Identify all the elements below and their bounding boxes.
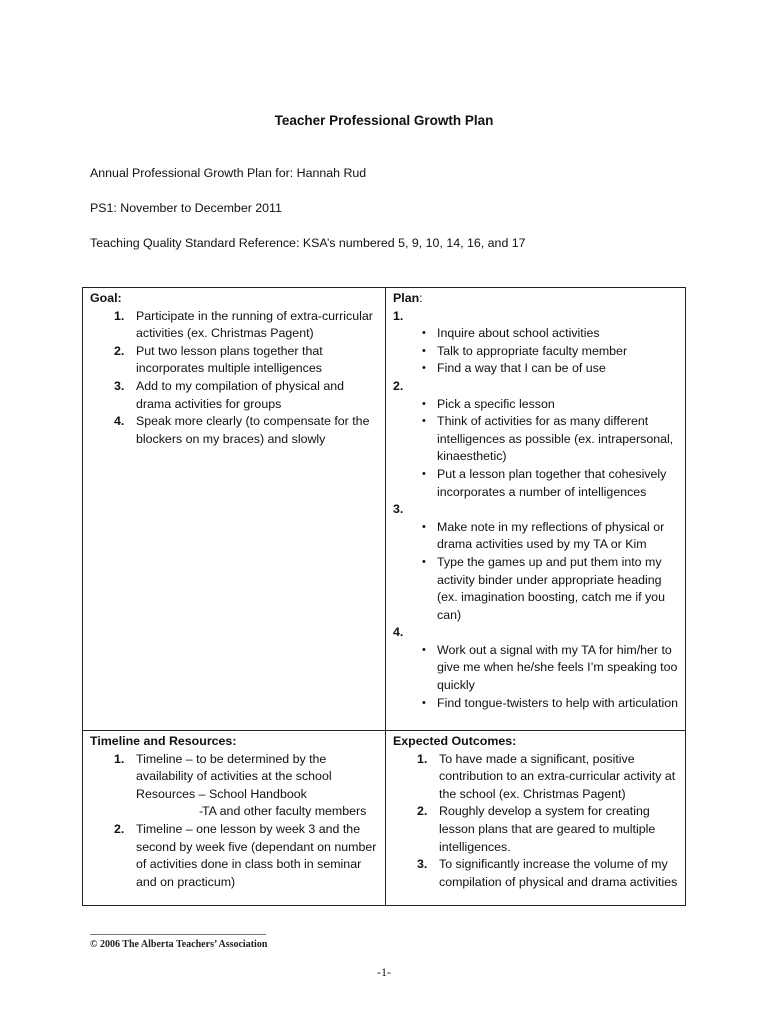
outcomes-list — [393, 751, 679, 892]
goal-item-text: Speak more clearly (to compensate for the blockers on my braces) and slowly — [136, 414, 370, 446]
plan-group-number: 3. — [393, 502, 404, 517]
plan-bullet: • Talk to appropriate faculty member — [422, 343, 628, 358]
goal-item — [90, 343, 379, 378]
goal-item-text: Put two lesson plans together that incorporates multiple intelligences — [136, 343, 323, 376]
goal-item — [90, 378, 379, 413]
outcome-item-number: 3. — [417, 857, 428, 872]
plan-bullet: • Inquire about school activities — [422, 326, 600, 341]
outcome-item-text: To significantly increase the volume of my compilation of physical and drama activities — [439, 857, 678, 889]
goal-item-number: 4. — [114, 414, 125, 429]
outcome-item-number: 1. — [417, 751, 428, 766]
timeline-item — [90, 751, 379, 804]
plan-bullet: • Work out a signal with my TA for him/her to give me when he/she feels I’m speaking too quickly — [422, 642, 678, 693]
timeline-item-text: Timeline – to be determined by the availability of activities at the school Resources – School Handbook — [136, 751, 332, 801]
plan-bullet: • Make note in my reflections of physical or drama activities used by my TA or Kim — [422, 519, 665, 552]
timeline-resource-subitem: - TA and other faculty members — [90, 803, 379, 821]
plan-group-4-bullets — [393, 642, 679, 712]
goal-item — [90, 413, 379, 448]
timeline-item-number: 2. — [114, 821, 125, 836]
plan-group-number: 1. — [393, 308, 404, 323]
outcome-item-number: 2. — [417, 804, 428, 819]
footnote-divider — [90, 934, 266, 935]
outcomes-heading: Expected Outcomes: — [393, 734, 517, 748]
outcomes-cell — [386, 731, 686, 906]
plan-bullet: • Find tongue-twisters to help with articulation — [422, 695, 679, 710]
plan-bullet: • Put a lesson plan together that cohesively incorporates a number of intelligences — [422, 466, 667, 499]
goal-heading: Goal: — [90, 291, 122, 305]
plan-group-number: 2. — [393, 378, 404, 393]
goal-item-number: 1. — [114, 308, 125, 323]
plan-bullet: • Pick a specific lesson — [422, 396, 555, 411]
outcome-item — [393, 803, 679, 856]
plan-group-2-bullets — [393, 396, 679, 502]
plan-group-1-bullets — [393, 325, 679, 378]
timeline-heading: Timeline and Resources: — [90, 734, 237, 748]
document-title: Teacher Professional Growth Plan — [274, 113, 494, 128]
plan-heading: Plan: — [393, 291, 423, 305]
timeline-list — [90, 751, 379, 804]
tqs-reference-line: Teaching Quality Standard Reference: KSA’s numbered 5, 9, 10, 14, 16, and 17 — [90, 236, 526, 250]
timeline-item — [90, 821, 379, 891]
timeline-item-text: Timeline – one lesson by week 3 and the second by week five (dependant on number of activities done in class both in seminar and on practicum) — [136, 821, 377, 889]
ps1-dates-line: PS1: November to December 2011 — [90, 201, 282, 215]
goal-item-number: 2. — [114, 343, 125, 358]
plan-bullet: • Type the games up and put them into my activity binder under appropriate heading (ex. imagination boosting, catch me if you can) — [422, 554, 665, 622]
outcome-item-text: To have made a significant, positive contribution to an extra-curricular activity at the school (ex. Christmas Pagent) — [439, 751, 676, 801]
page-number: -1- — [377, 965, 391, 979]
timeline-item-number: 1. — [114, 751, 125, 766]
growth-plan-for-line: Annual Professional Growth Plan for: Hannah Rud — [90, 166, 367, 180]
goal-item-text: Add to my compilation of physical and drama activities for groups — [136, 378, 344, 411]
plan-cell — [386, 288, 686, 731]
goal-item-number: 3. — [114, 378, 125, 393]
timeline-list-continued — [90, 821, 379, 891]
outcome-item — [393, 751, 679, 804]
copyright-footnote: © 2006 The Alberta Teachers’ Association — [90, 939, 268, 950]
outcome-item-text: Roughly develop a system for creating lesson plans that are geared to multiple intelligences. — [439, 804, 656, 854]
timeline-outcomes-row — [83, 731, 686, 906]
goal-item — [90, 308, 379, 343]
plan-group-number: 4. — [393, 625, 404, 640]
plan-group-3-bullets — [393, 519, 679, 625]
goal-list — [90, 308, 379, 449]
goal-plan-row — [83, 288, 686, 731]
timeline-cell — [83, 731, 386, 906]
plan-bullet: • Think of activities for as many different intelligences as possible (ex. intrapersonal, kinaesthetic) — [422, 414, 674, 464]
growth-plan-table — [82, 287, 686, 906]
goal-item-text: Participate in the running of extra-curricular activities (ex. Christmas Pagent) — [136, 308, 373, 341]
goal-cell — [83, 288, 386, 731]
timeline-subitem-text: TA and other faculty members — [202, 804, 367, 819]
plan-bullet: • Find a way that I can be of use — [422, 361, 606, 376]
outcome-item — [393, 856, 679, 891]
